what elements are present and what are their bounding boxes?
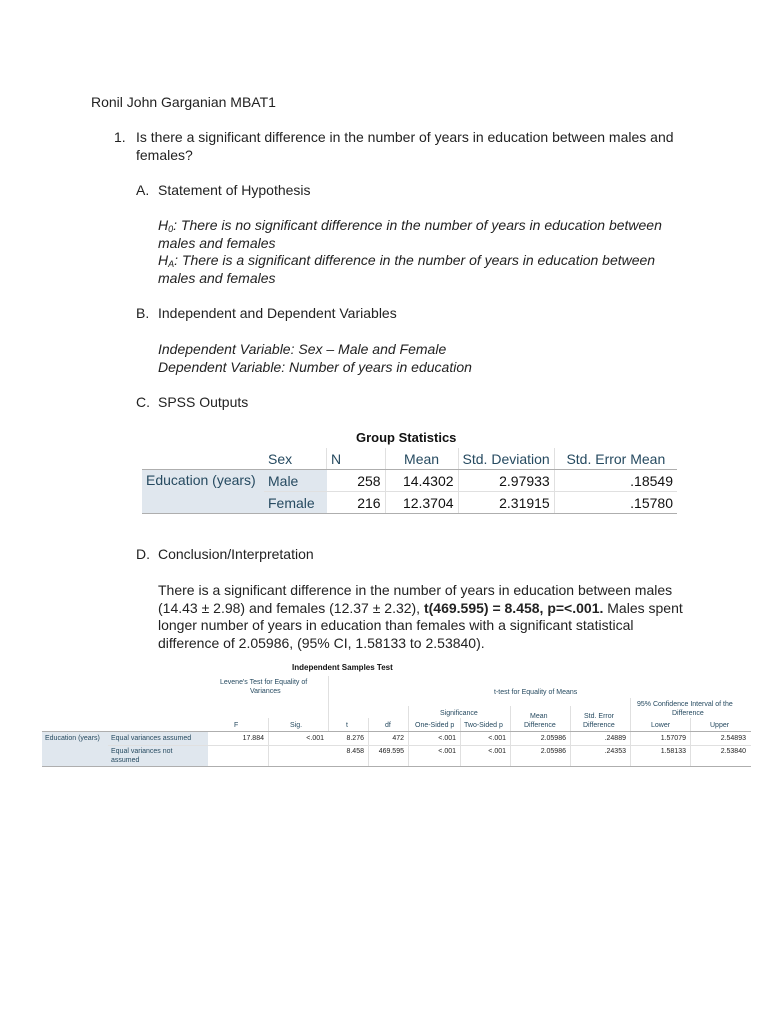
ist-ci-header-2: Difference	[672, 710, 704, 717]
ist-levene-header-1: Levene's Test for Equality of	[220, 679, 308, 686]
ist-col-upper: Upper	[710, 722, 730, 729]
question-line-2: females?	[136, 147, 193, 163]
conclusion-line-1: There is a significant difference in the number of years in education between males	[158, 582, 673, 598]
conclusion-text-b: Males spent	[603, 600, 683, 616]
ist-header-rule	[42, 731, 751, 732]
conclusion-line-4: difference of 2.05986, (95% CI, 1.58133 to 2.53840).	[158, 635, 485, 651]
header-std-error-mean: Std. Error Mean	[554, 448, 677, 470]
row-label-education: Education (years)	[142, 470, 264, 514]
ist-row2-t: 8.458	[346, 748, 364, 755]
question-number: 1.	[114, 129, 126, 145]
ist-row2-two-sided: <.001	[488, 748, 506, 755]
group-stats-title: Group Statistics	[356, 430, 457, 445]
ist-divider	[368, 718, 369, 766]
ist-col-t: t	[346, 722, 348, 729]
cell-std-deviation: 2.31915	[458, 492, 554, 514]
conclusion-text-a: (14.43 ± 2.98) and females (12.37 ± 2.32),	[158, 600, 424, 616]
header-std-deviation: Std. Deviation	[458, 448, 554, 470]
ist-row2-one-sided: <.001	[438, 748, 456, 755]
ist-divider	[268, 718, 269, 766]
header-mean: Mean	[385, 448, 458, 470]
ist-se-diff-header-2: Difference	[583, 722, 615, 729]
ist-divider	[630, 698, 631, 766]
section-a-title: Statement of Hypothesis	[158, 182, 311, 198]
ist-significance-header: Significance	[440, 710, 478, 717]
ist-row1-df: 472	[392, 735, 404, 742]
ist-se-diff-header-1: Std. Error	[584, 713, 614, 720]
ist-row1-se-diff: .24889	[604, 735, 626, 742]
ist-divider	[570, 706, 571, 766]
independent-variable: Independent Variable: Sex – Male and Female	[158, 341, 447, 357]
ist-ci-header-1: 95% Confidence Interval of the	[637, 701, 733, 708]
cell-std-error-mean: .18549	[554, 470, 677, 492]
ist-col-sig: Sig.	[290, 722, 303, 729]
section-b-title: Independent and Dependent Variables	[158, 305, 397, 321]
ist-col-lower: Lower	[651, 722, 671, 729]
section-d-letter: D.	[136, 546, 150, 562]
ist-row2-label-2: assumed	[111, 757, 140, 764]
ist-divider	[460, 718, 461, 766]
ist-mean-diff-header-2: Difference	[524, 722, 556, 729]
cell-std-error-mean: .15780	[554, 492, 677, 514]
ha-subscript: A	[168, 259, 175, 269]
ist-row-rule	[108, 745, 751, 746]
cell-n: 216	[327, 492, 386, 514]
section-d-title: Conclusion/Interpretation	[158, 546, 314, 562]
ha-label: H	[158, 252, 169, 268]
ist-divider	[510, 706, 511, 766]
ist-row-label: Education (years)	[45, 735, 100, 742]
ist-row2-df: 469.595	[378, 748, 404, 755]
ist-row2-se-diff: .24353	[604, 748, 626, 755]
ist-row2-upper: 2.53840	[720, 748, 746, 755]
ist-col-two-sided: Two-Sided p	[464, 722, 503, 729]
ist-divider	[328, 676, 329, 732]
ist-bottom-rule	[42, 766, 751, 767]
ist-row1-two-sided: <.001	[488, 735, 506, 742]
dependent-variable: Dependent Variable: Number of years in education	[158, 359, 472, 375]
cell-n: 258	[327, 470, 386, 492]
ist-title: Independent Samples Test	[292, 663, 393, 672]
cell-mean: 12.3704	[385, 492, 458, 514]
section-b-letter: B.	[136, 305, 150, 321]
ist-row2-lower: 1.58133	[660, 748, 686, 755]
ist-row2-mean-diff: 2.05986	[540, 748, 566, 755]
section-c-letter: C.	[136, 394, 150, 410]
conclusion-line-3: longer number of years in education than females with a significant statistical	[158, 617, 634, 633]
ha-line-2: males and females	[158, 270, 276, 286]
ist-row1-mean-diff: 2.05986	[540, 735, 566, 742]
conclusion-test-result: t(469.595) = 8.458, p=<.001.	[423, 600, 604, 616]
header-sex: Sex	[264, 448, 327, 470]
ist-divider	[408, 706, 409, 766]
section-a-letter: A.	[136, 182, 150, 198]
section-c-title: SPSS Outputs	[158, 394, 249, 410]
ist-row1-sig: <.001	[306, 735, 324, 742]
header-n: N	[327, 448, 386, 470]
ist-col-one-sided: One-Sided p	[415, 722, 455, 729]
ist-row2-label-1: Equal variances not	[111, 748, 173, 755]
ist-col-df: df	[385, 722, 391, 729]
ist-row1-lower: 1.57079	[660, 735, 686, 742]
ist-ttest-header: t-test for Equality of Means	[494, 689, 578, 696]
ist-row1-t: 8.276	[346, 735, 364, 742]
ist-col-f: F	[234, 722, 239, 729]
ist-row1-f: 17.884	[242, 735, 264, 742]
cell-std-deviation: 2.97933	[458, 470, 554, 492]
ist-row1-one-sided: <.001	[438, 735, 456, 742]
h0-line-2: males and females	[158, 235, 276, 251]
ist-divider	[690, 718, 691, 766]
cell-mean: 14.4302	[385, 470, 458, 492]
ist-row1-upper: 2.54893	[720, 735, 746, 742]
ist-row1-label: Equal variances assumed	[111, 735, 192, 742]
author-line: Ronil John Garganian MBAT1	[91, 94, 276, 110]
h0-text: : There is no significant difference in the number of years in education between	[173, 217, 662, 233]
h0-subscript: 0	[168, 224, 174, 234]
ist-mean-diff-header-1: Mean	[530, 713, 548, 720]
question-line-1: Is there a significant difference in the number of years in education between males and	[136, 129, 674, 145]
cell-sex: Male	[264, 470, 327, 492]
ist-levene-header-2: Variances	[250, 688, 281, 695]
ha-text: : There is a significant difference in the number of years in education between	[174, 252, 656, 268]
h0-label: H	[158, 217, 169, 233]
cell-sex: Female	[264, 492, 327, 514]
